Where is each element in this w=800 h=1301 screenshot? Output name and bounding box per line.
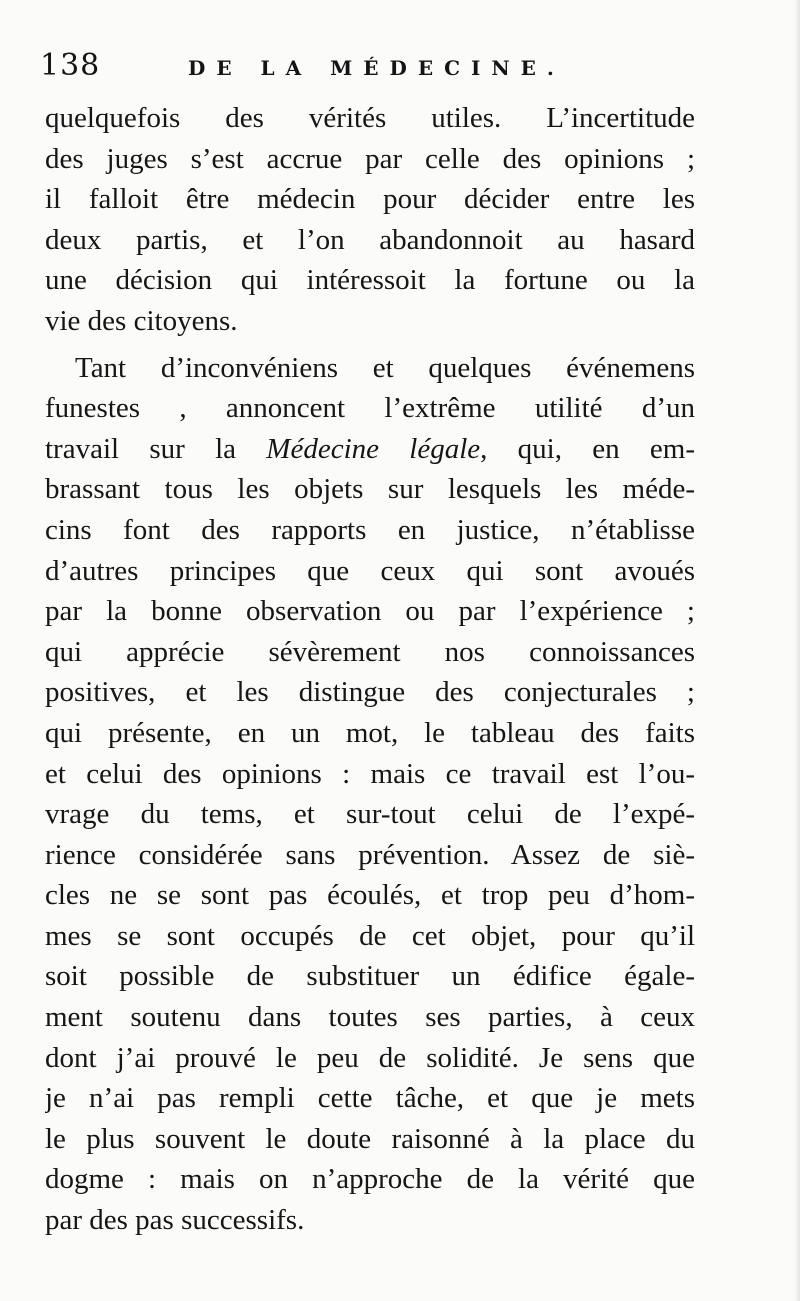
text-line: mes se sont occupés de cet objet, pour qu’il — [45, 919, 695, 952]
text-line: qui présente, en un mot, le tableau des faits — [45, 716, 695, 749]
text-line: Tant d’inconvéniens et quelques événemens — [75, 351, 695, 384]
text-line: funestes , annoncent l’extrême utilité d’un — [45, 392, 695, 425]
text-line: positives, et les distingue des conjecturales ; — [45, 676, 695, 709]
text-line: des juges s’est accrue par celle des opinions ; — [45, 142, 695, 175]
text-line-with-italic — [45, 429, 695, 470]
text-segment: , qui, en em- — [480, 432, 695, 465]
text-line: il falloit être médecin pour décider entre les — [45, 183, 695, 216]
text-line: quelquefois des vérités utiles. L’incertitude — [45, 102, 695, 134]
page-number: 138 — [40, 48, 101, 83]
text-line: une décision qui intéressoit la fortune ou la — [45, 264, 695, 297]
paragraph — [45, 98, 695, 342]
running-title: DE LA MÉDECINE. — [188, 56, 565, 80]
text-line: cles ne se sont pas écoulés, et trop peu d’hom- — [45, 879, 695, 912]
italic-title: Médecine légale — [266, 432, 481, 465]
page-edge-shadow — [794, 0, 800, 1301]
text-line: dont j’ai prouvé le peu de solidité. Je sens que — [45, 1041, 695, 1074]
text-line: brassant tous les objets sur lesquels les méde- — [45, 473, 695, 506]
text-line: et celui des opinions : mais ce travail est l’ou- — [45, 757, 695, 790]
text-line: soit possible de substituer un édifice égale- — [45, 960, 695, 993]
text-line: dogme : mais on n’approche de la vérité que — [45, 1163, 695, 1196]
text-line: qui apprécie sévèrement nos connoissances — [45, 635, 695, 668]
text-line: le plus souvent le doute raisonné à la place du — [45, 1122, 695, 1155]
text-line: deux partis, et l’on abandonnoit au hasard — [45, 223, 695, 256]
text-line: par des pas successifs. — [45, 1204, 305, 1237]
text-line: ment soutenu dans toutes ses parties, à ceux — [45, 1001, 695, 1034]
text-line: vie des citoyens. — [45, 304, 238, 337]
text-line: je n’ai pas rempli cette tâche, et que je mets — [45, 1082, 695, 1115]
text-segment: travail sur la — [45, 432, 267, 465]
text-line: par la bonne observation ou par l’expérience ; — [45, 595, 695, 628]
paragraph — [45, 348, 695, 1241]
body-text — [45, 98, 695, 1241]
text-line: vrage du tems, et sur-tout celui de l’expé- — [45, 798, 695, 831]
text-line: d’autres principes que ceux qui sont avoués — [45, 554, 695, 587]
text-line: rience considérée sans prévention. Assez de siè- — [45, 838, 695, 871]
text-line: cins font des rapports en justice, n’établisse — [45, 513, 695, 546]
running-head — [40, 40, 760, 90]
